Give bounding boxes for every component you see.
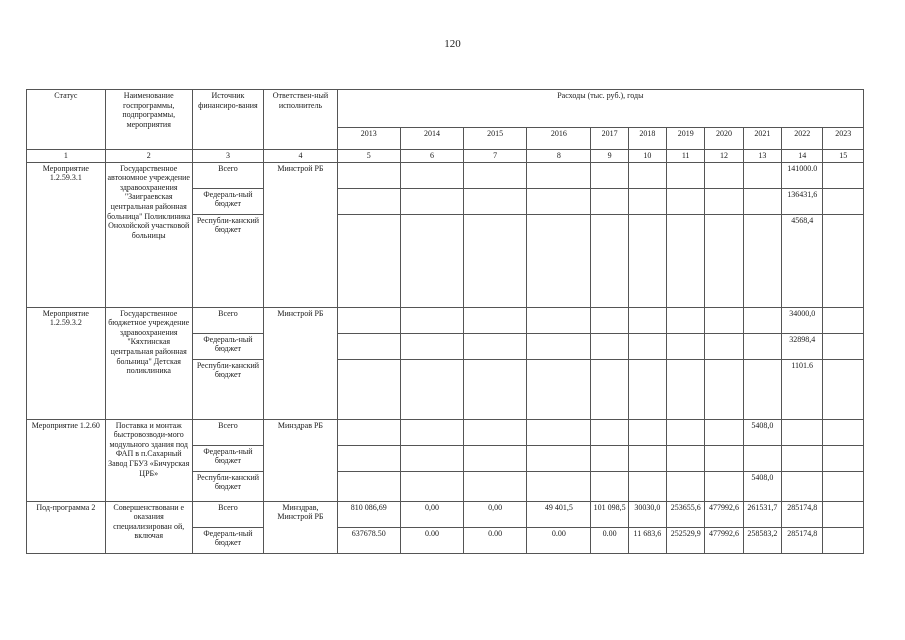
budget-table bbox=[26, 89, 864, 554]
value-cell bbox=[743, 214, 781, 307]
row-source: Республи-канский бюджет bbox=[192, 471, 263, 501]
value-cell bbox=[527, 471, 591, 501]
value-cell bbox=[667, 162, 705, 188]
value-cell: 810 086,69 bbox=[337, 501, 400, 527]
header-row bbox=[27, 90, 864, 128]
value-cell bbox=[667, 359, 705, 419]
value-cell: 253655,6 bbox=[667, 501, 705, 527]
value-cell: 477992,6 bbox=[705, 527, 743, 553]
value-cell bbox=[781, 445, 822, 471]
value-cell bbox=[823, 162, 864, 188]
row-source: Федераль-ный бюджет bbox=[192, 188, 263, 214]
value-cell bbox=[705, 214, 743, 307]
value-cell bbox=[628, 471, 666, 501]
header-year: 2019 bbox=[667, 128, 705, 150]
column-number: 15 bbox=[823, 150, 864, 163]
column-number: 10 bbox=[628, 150, 666, 163]
row-executor: Минздрав, Минстрой РБ bbox=[264, 501, 338, 553]
value-cell bbox=[400, 214, 463, 307]
value-cell bbox=[527, 307, 591, 333]
value-cell bbox=[400, 419, 463, 445]
value-cell bbox=[667, 419, 705, 445]
value-cell: 258583,2 bbox=[743, 527, 781, 553]
value-cell bbox=[400, 445, 463, 471]
header-year: 2013 bbox=[337, 128, 400, 150]
value-cell bbox=[823, 359, 864, 419]
value-cell bbox=[667, 307, 705, 333]
value-cell bbox=[823, 188, 864, 214]
value-cell: 5408,0 bbox=[743, 471, 781, 501]
column-number: 14 bbox=[781, 150, 822, 163]
value-cell bbox=[591, 419, 628, 445]
value-cell bbox=[743, 307, 781, 333]
row-source: Республи-канский бюджет bbox=[192, 214, 263, 307]
value-cell: 252529,9 bbox=[667, 527, 705, 553]
value-cell: 0.00 bbox=[527, 527, 591, 553]
value-cell bbox=[337, 333, 400, 359]
value-cell bbox=[628, 214, 666, 307]
row-status: Мероприятие 1.2.60 bbox=[27, 419, 106, 501]
value-cell bbox=[743, 359, 781, 419]
value-cell bbox=[337, 188, 400, 214]
row-status: Под-программа 2 bbox=[27, 501, 106, 553]
value-cell bbox=[527, 333, 591, 359]
value-cell bbox=[337, 214, 400, 307]
value-cell bbox=[591, 445, 628, 471]
value-cell bbox=[464, 307, 527, 333]
row-status: Мероприятие 1.2.59.3.2 bbox=[27, 307, 106, 419]
value-cell: 0.00 bbox=[464, 527, 527, 553]
row-source: Республи-канский бюджет bbox=[192, 359, 263, 419]
value-cell bbox=[591, 471, 628, 501]
column-number: 1 bbox=[27, 150, 106, 163]
value-cell bbox=[823, 471, 864, 501]
value-cell: 0.00 bbox=[400, 527, 463, 553]
value-cell bbox=[464, 419, 527, 445]
value-cell bbox=[628, 307, 666, 333]
header-year: 2016 bbox=[527, 128, 591, 150]
value-cell bbox=[591, 214, 628, 307]
row-source: Всего bbox=[192, 501, 263, 527]
value-cell bbox=[400, 333, 463, 359]
column-number: 2 bbox=[105, 150, 192, 163]
value-cell bbox=[667, 445, 705, 471]
value-cell bbox=[705, 307, 743, 333]
value-cell bbox=[705, 471, 743, 501]
row-executor: Минстрой РБ bbox=[264, 307, 338, 419]
value-cell bbox=[591, 188, 628, 214]
value-cell bbox=[823, 419, 864, 445]
row-name: Поставка и монтаж быстровозводи-мого модульного здания под ФАП в п.Сахарный Завод ГБУЗ «Бичурская ЦРБ» bbox=[105, 419, 192, 501]
value-cell bbox=[527, 359, 591, 419]
value-cell bbox=[823, 501, 864, 527]
row-source: Федераль-ный бюджет bbox=[192, 445, 263, 471]
row-source: Всего bbox=[192, 162, 263, 188]
value-cell bbox=[628, 162, 666, 188]
value-cell bbox=[591, 307, 628, 333]
value-cell bbox=[400, 188, 463, 214]
value-cell bbox=[705, 359, 743, 419]
row-source: Федераль-ный бюджет bbox=[192, 527, 263, 553]
table-row bbox=[27, 501, 864, 527]
value-cell bbox=[337, 445, 400, 471]
column-number: 8 bbox=[527, 150, 591, 163]
value-cell: 11 683,6 bbox=[628, 527, 666, 553]
column-number-row bbox=[27, 150, 864, 163]
value-cell bbox=[400, 471, 463, 501]
value-cell bbox=[527, 162, 591, 188]
value-cell bbox=[400, 359, 463, 419]
table-row bbox=[27, 162, 864, 188]
value-cell: 32898,4 bbox=[781, 333, 822, 359]
header-year: 2021 bbox=[743, 128, 781, 150]
value-cell bbox=[464, 359, 527, 419]
value-cell bbox=[628, 359, 666, 419]
value-cell bbox=[337, 162, 400, 188]
value-cell bbox=[591, 333, 628, 359]
value-cell: 1101.6 bbox=[781, 359, 822, 419]
row-source: Всего bbox=[192, 419, 263, 445]
value-cell bbox=[667, 471, 705, 501]
value-cell bbox=[781, 471, 822, 501]
header-source: Источник финансиро-вания bbox=[192, 90, 263, 150]
value-cell bbox=[667, 333, 705, 359]
value-cell: 30030,0 bbox=[628, 501, 666, 527]
value-cell bbox=[781, 419, 822, 445]
value-cell bbox=[464, 188, 527, 214]
value-cell bbox=[337, 419, 400, 445]
value-cell bbox=[464, 471, 527, 501]
column-number: 9 bbox=[591, 150, 628, 163]
value-cell bbox=[464, 445, 527, 471]
value-cell bbox=[628, 419, 666, 445]
value-cell bbox=[743, 445, 781, 471]
header-year: 2015 bbox=[464, 128, 527, 150]
value-cell: 5408,0 bbox=[743, 419, 781, 445]
value-cell bbox=[527, 188, 591, 214]
row-executor: Минстрой РБ bbox=[264, 162, 338, 307]
header-year: 2020 bbox=[705, 128, 743, 150]
column-number: 13 bbox=[743, 150, 781, 163]
column-number: 11 bbox=[667, 150, 705, 163]
value-cell bbox=[337, 359, 400, 419]
value-cell: 0,00 bbox=[464, 501, 527, 527]
value-cell bbox=[400, 162, 463, 188]
column-number: 5 bbox=[337, 150, 400, 163]
value-cell: 261531,7 bbox=[743, 501, 781, 527]
value-cell: 101 098,5 bbox=[591, 501, 628, 527]
value-cell bbox=[628, 188, 666, 214]
value-cell bbox=[823, 307, 864, 333]
value-cell: 4568,4 bbox=[781, 214, 822, 307]
header-year: 2018 bbox=[628, 128, 666, 150]
value-cell bbox=[705, 162, 743, 188]
value-cell bbox=[464, 333, 527, 359]
value-cell bbox=[591, 162, 628, 188]
column-number: 4 bbox=[264, 150, 338, 163]
value-cell: 141000.0 bbox=[781, 162, 822, 188]
value-cell bbox=[705, 188, 743, 214]
value-cell: 49 401,5 bbox=[527, 501, 591, 527]
row-name: Государственное автономное учреждение здравоохранения "Заиграевская центральная районная больница" Поликлиника Онохойской участковой больницы bbox=[105, 162, 192, 307]
value-cell bbox=[667, 188, 705, 214]
value-cell bbox=[823, 445, 864, 471]
value-cell bbox=[527, 419, 591, 445]
header-year: 2014 bbox=[400, 128, 463, 150]
value-cell bbox=[823, 214, 864, 307]
value-cell bbox=[823, 333, 864, 359]
value-cell bbox=[705, 419, 743, 445]
header-year: 2017 bbox=[591, 128, 628, 150]
value-cell bbox=[464, 214, 527, 307]
value-cell bbox=[464, 162, 527, 188]
value-cell bbox=[743, 162, 781, 188]
table-row bbox=[27, 419, 864, 445]
row-status: Мероприятие 1.2.59.3.1 bbox=[27, 162, 106, 307]
value-cell bbox=[705, 445, 743, 471]
value-cell bbox=[667, 214, 705, 307]
value-cell bbox=[743, 188, 781, 214]
row-source: Всего bbox=[192, 307, 263, 333]
value-cell: 136431,6 bbox=[781, 188, 822, 214]
header-year: 2023 bbox=[823, 128, 864, 150]
value-cell: 0,00 bbox=[400, 501, 463, 527]
value-cell: 477992,6 bbox=[705, 501, 743, 527]
value-cell bbox=[823, 527, 864, 553]
value-cell: 34000,0 bbox=[781, 307, 822, 333]
header-executor: Ответствен-ный исполнитель bbox=[264, 90, 338, 150]
row-executor: Минздрав РБ bbox=[264, 419, 338, 501]
value-cell bbox=[705, 333, 743, 359]
value-cell bbox=[337, 307, 400, 333]
value-cell: 285174,8 bbox=[781, 527, 822, 553]
row-name: Государственное бюджетное учреждение здравоохранения "Кяхтинская центральная районная больница" Детская поликлиника bbox=[105, 307, 192, 419]
value-cell bbox=[527, 214, 591, 307]
value-cell bbox=[628, 445, 666, 471]
value-cell: 0.00 bbox=[591, 527, 628, 553]
value-cell: 285174,8 bbox=[781, 501, 822, 527]
column-number: 12 bbox=[705, 150, 743, 163]
column-number: 7 bbox=[464, 150, 527, 163]
value-cell bbox=[591, 359, 628, 419]
value-cell bbox=[527, 445, 591, 471]
column-number: 6 bbox=[400, 150, 463, 163]
header-year: 2022 bbox=[781, 128, 822, 150]
value-cell bbox=[628, 333, 666, 359]
table-row bbox=[27, 307, 864, 333]
header-expenses: Расходы (тыс. руб.), годы bbox=[337, 90, 863, 128]
value-cell bbox=[337, 471, 400, 501]
value-cell bbox=[743, 333, 781, 359]
page-number: 120 bbox=[444, 38, 461, 50]
row-name: Совершенствовани е оказания специализирован ой, включая bbox=[105, 501, 192, 553]
header-name: Наименование госпрограммы, подпрограммы, мероприятия bbox=[105, 90, 192, 150]
header-status: Статус bbox=[27, 90, 106, 150]
value-cell bbox=[400, 307, 463, 333]
value-cell: 637678.50 bbox=[337, 527, 400, 553]
row-source: Федераль-ный бюджет bbox=[192, 333, 263, 359]
column-number: 3 bbox=[192, 150, 263, 163]
